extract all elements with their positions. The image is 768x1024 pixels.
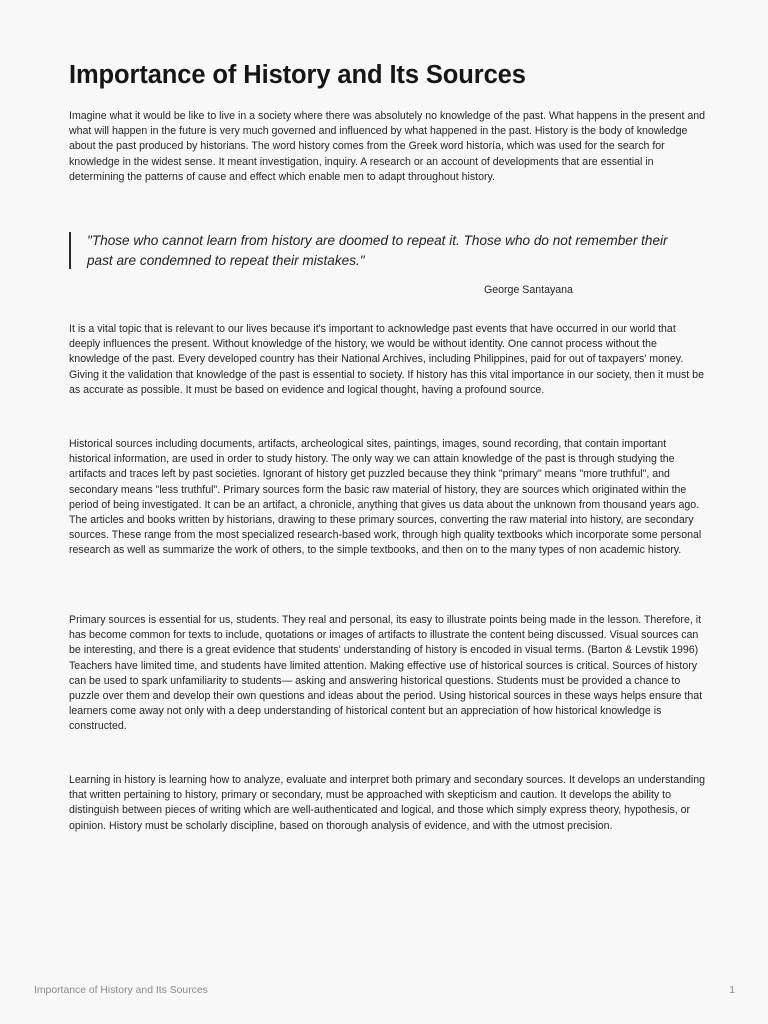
blockquote bbox=[69, 229, 709, 271]
page-title: Importance of History and Its Sources bbox=[69, 61, 526, 89]
paragraph-primary-sources: Primary sources is essential for us, students. They real and personal, its easy to illustrate points being made in the lesson. Therefore, it has become common for texts to include, quotations or images of artifacts to illustrate the content being discussed. Visual sources can be interesting, and there is a great evidence that students' understanding of history is encoded in visual terms. (Barton & Levstik 1996) Teachers have limited time, and students have limited attention. Making effective use of historical sources is critical. Sources of history can be used to spark unfamiliarity to students— asking and answering historical questions. Students must be provided a chance to puzzle over them and develop their own questions and ideas about the period. Using historical sources in these ways helps ensure that learners come away not only with a deep understanding of historical content but an appreciation of how historical knowledge is constructed. bbox=[69, 614, 703, 733]
paragraph-vital-topic: It is a vital topic that is relevant to our lives because it's important to acknowledge past events that have occurred in our world that deeply influences the present. Without knowledge of the history, we would be without identity. One cannot process without the knowledge of the past. Every developed country has their National Archives, including Philippines, paid for out of taxpayers' money. Giving it the validation that knowledge of the past is essential to society. If history has this vital importance in our society, then it must be as accurate as possible. It must be based on evidence and logical thought, having a profound source. bbox=[69, 323, 704, 396]
paragraph-intro: Imagine what it would be like to live in a society where there was absolutely no knowledge of the past. What happens in the present and what will happen in the future is very much governed and influenced by what happened in the past. History is the body of knowledge about the past produced by historians. The word history comes from the Greek word historía, which was used for the search for knowledge in the widest sense. It meant investigation, inquiry. A research or an account of developments that are essential in determining the patterns of cause and effect which enable men to adapt throughout history. bbox=[69, 110, 706, 183]
quote-attribution: George Santayana bbox=[484, 284, 573, 296]
quote-bar bbox=[69, 232, 71, 269]
footer-title: Importance of History and Its Sources bbox=[34, 985, 208, 996]
page-number: 1 bbox=[729, 985, 735, 996]
paragraph-historical-sources: Historical sources including documents, artifacts, archeological sites, paintings, images, sound recording, that contain important historical information, are used in order to study history. The only way we can attain knowledge of the past is through studying the artifacts and traces left by past societies. Ignorant of history get puzzled because they think "primary" means "more truthful", and secondary means "less truthful". Primary sources form the basic raw material of history, they are sources which originated within the period of being investigated. It can be an artifact, a chronicle, anything that gives us data about the unknown from thousand years ago. The articles and books written by historians, drawing to these primary sources, converting the raw material into history, are secondary sources. These range from the most specialized research-based work, through high quality textbooks which incorporate some personal research as well as summarize the work of others, to the simple textbooks, and then on to the many types of non academic history. bbox=[69, 438, 702, 557]
paragraph-learning-history: Learning in history is learning how to analyze, evaluate and interpret both primary and secondary sources. It develops an understanding that written pertaining to history, primary or secondary, must be approached with skepticism and caution. It develops the ability to distinguish between pieces of writing which are well-authenticated and logical, and those which simply express theory, hypothesis, or opinion. History must be scholarly discipline, based on thorough analysis of evidence, and with the utmost precision. bbox=[69, 774, 706, 832]
quote-text: "Those who cannot learn from history are doomed to repeat it. Those who do not remember their past are condemned to repeat their mistakes." bbox=[87, 233, 668, 268]
